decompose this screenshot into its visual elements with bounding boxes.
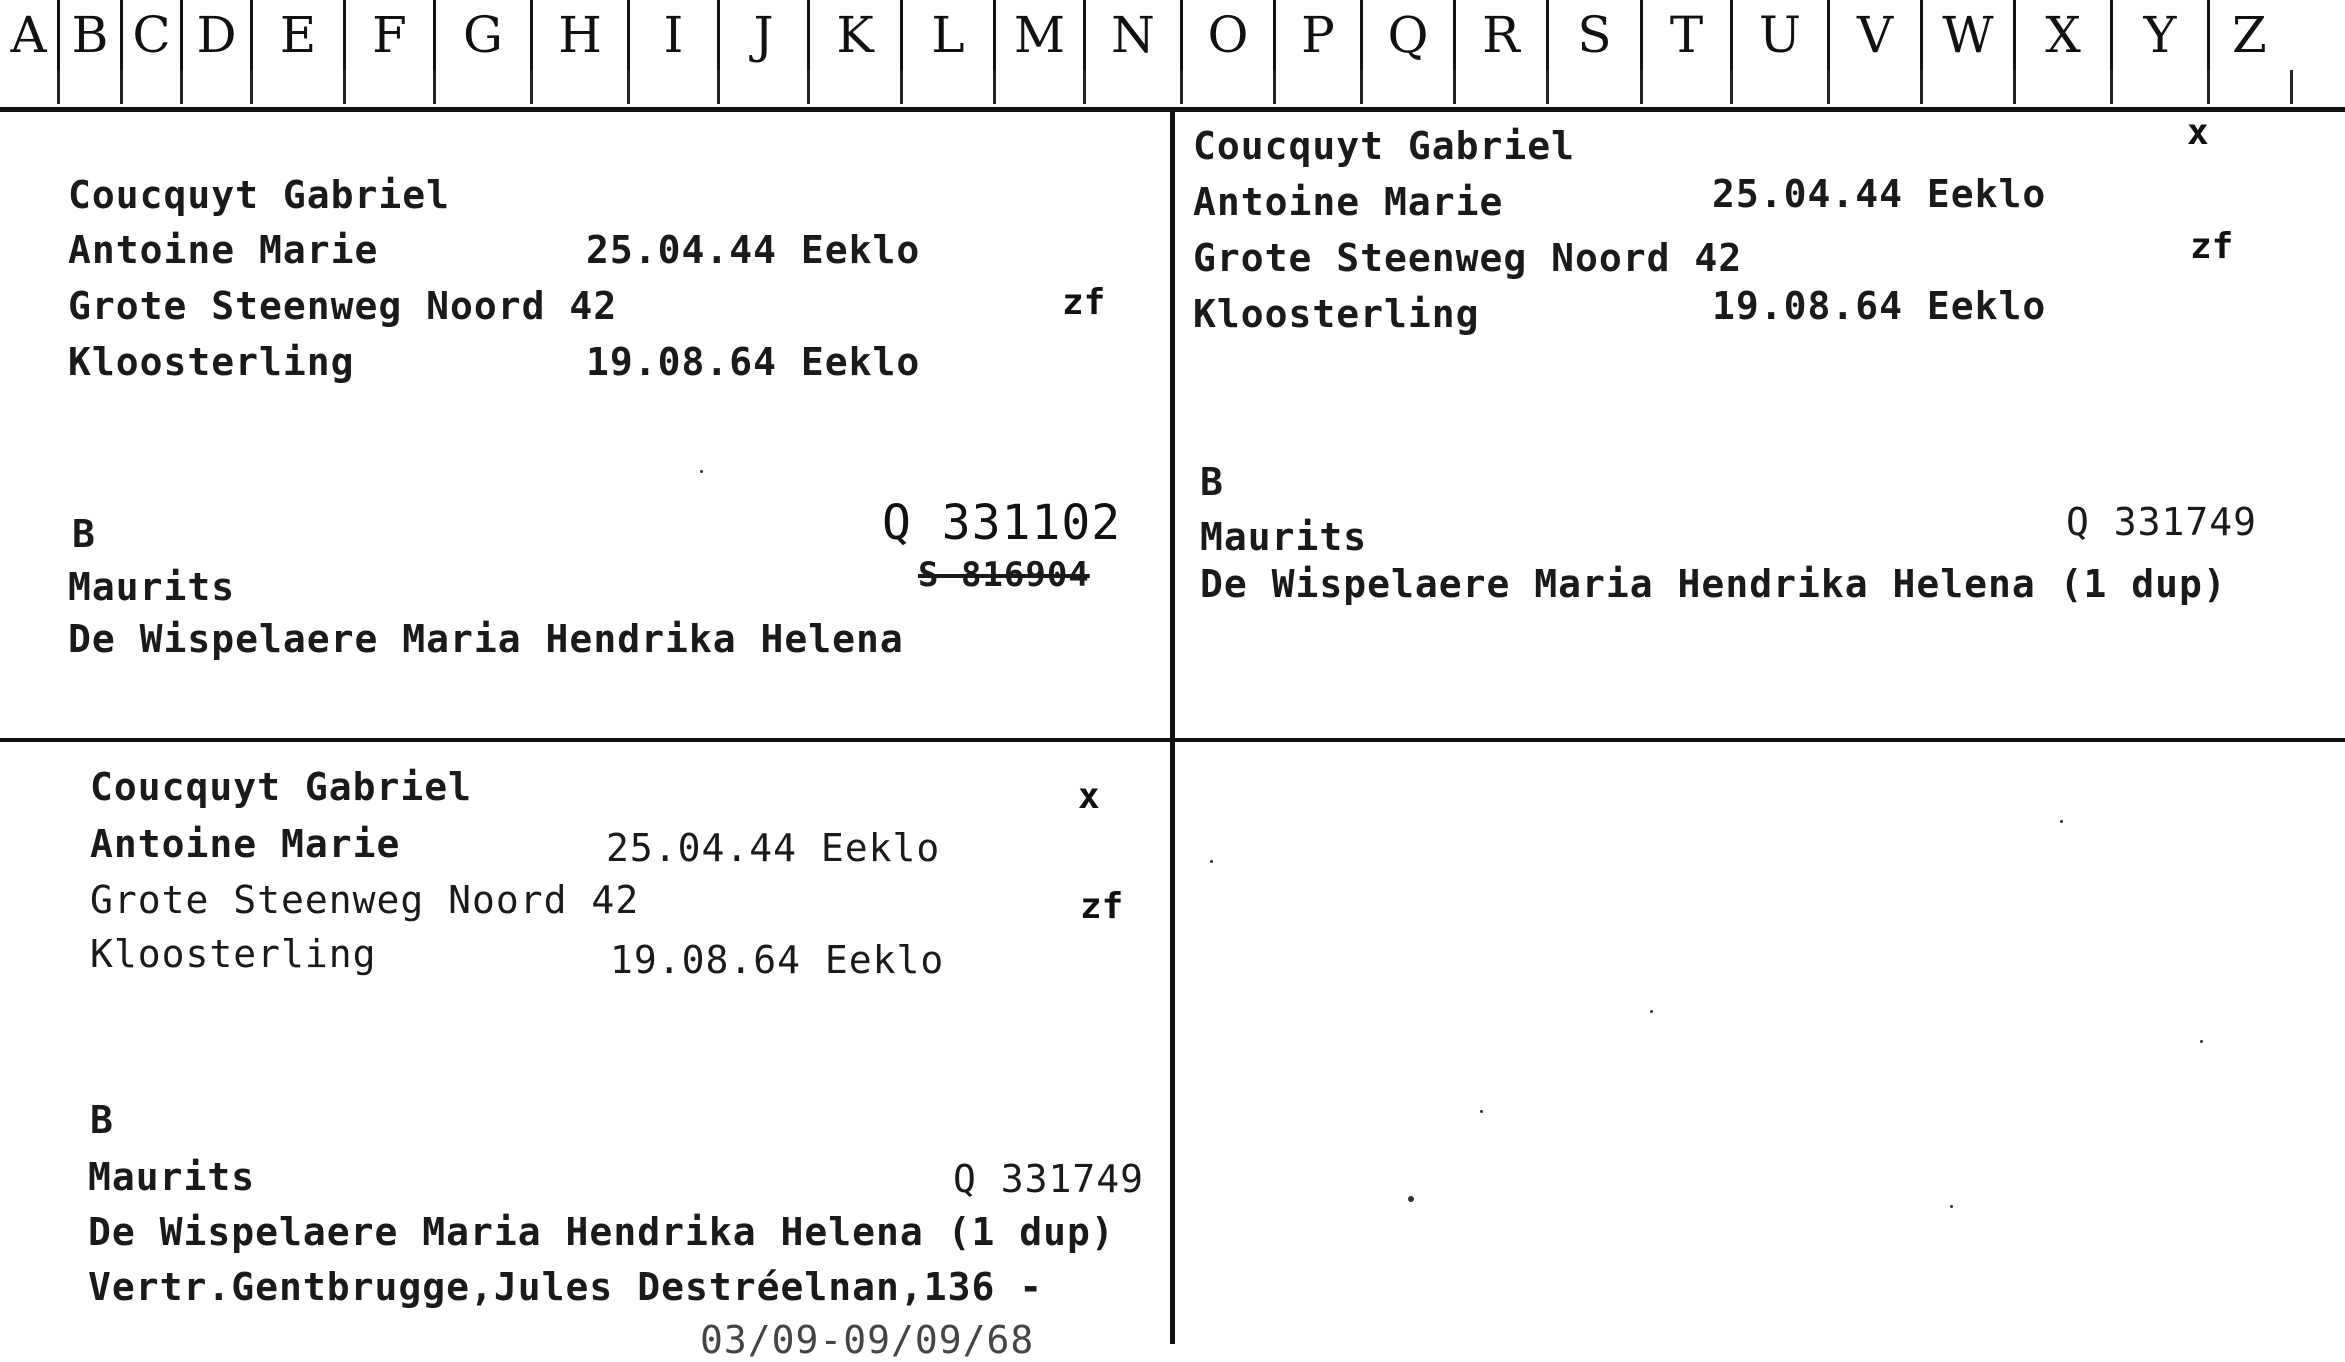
- card-given-names: Antoine Marie: [68, 228, 379, 272]
- card-occupation: Kloosterling: [68, 340, 355, 384]
- ruler-tick: [627, 70, 630, 104]
- letter-z: Z: [2207, 0, 2345, 70]
- letter-g: G: [433, 0, 530, 70]
- scan-speck: [700, 470, 703, 473]
- card-code: zf: [1080, 886, 1124, 927]
- card-mother: De Wispelaere Maria Hendrika Helena: [68, 617, 904, 661]
- scan-speck: [2060, 820, 2063, 823]
- ruler-tick: [900, 70, 903, 104]
- ruler-tick: [180, 70, 183, 104]
- letter-w: W: [1920, 0, 2013, 70]
- ruler-tick: [1180, 70, 1183, 104]
- card-occupation: Kloosterling: [90, 932, 377, 976]
- ruler-tick: [433, 70, 436, 104]
- letter-y: Y: [2110, 0, 2207, 70]
- ruler-tick: [1273, 70, 1276, 104]
- card-birth: 25.04.44 Eeklo: [1712, 172, 2047, 216]
- letter-q: Q: [1360, 0, 1453, 70]
- ruler-tick: [2013, 70, 2016, 104]
- letter-s: S: [1546, 0, 1640, 70]
- card-letter: B: [90, 1098, 114, 1142]
- ruler-tick: [2290, 70, 2293, 104]
- letter-h: H: [530, 0, 627, 70]
- scan-speck: [1210, 860, 1213, 863]
- card-street: Grote Steenweg Noord 42: [90, 878, 640, 922]
- card-representative: Vertr.Gentbrugge,Jules Destréelnan,136 -: [88, 1265, 1044, 1309]
- letter-p: P: [1273, 0, 1360, 70]
- card-birth: 25.04.44 Eeklo: [586, 228, 921, 272]
- ruler-tick: [1640, 70, 1643, 104]
- card-mother: De Wispelaere Maria Hendrika Helena (1 dup): [88, 1210, 1115, 1254]
- ruler-tick: [807, 70, 810, 104]
- ruler-tick: [530, 70, 533, 104]
- letter-e: E: [250, 0, 343, 70]
- card-given-names: Antoine Marie: [1193, 180, 1504, 224]
- scan-speck: [2200, 1040, 2203, 1043]
- scan-speck: [1950, 1205, 1953, 1208]
- ruler-tick: [1920, 70, 1923, 104]
- letter-i: I: [627, 0, 717, 70]
- letter-o: O: [1180, 0, 1273, 70]
- card-occupation: Kloosterling: [1193, 292, 1480, 336]
- card-street: Grote Steenweg Noord 42: [1193, 236, 1743, 280]
- card-horizontal-divider-right: [1174, 738, 2345, 742]
- card-letter: B: [1200, 460, 1224, 504]
- card-surname: Coucquyt Gabriel: [90, 765, 473, 809]
- letter-t: T: [1640, 0, 1730, 70]
- card-street: Grote Steenweg Noord 42: [68, 284, 618, 328]
- card-date2: 19.08.64 Eeklo: [586, 340, 921, 384]
- card-father: Maurits: [88, 1155, 256, 1199]
- card-phone-partial: 03/09-09/09/68: [700, 1318, 1035, 1362]
- card-code: zf: [1062, 282, 1106, 323]
- card-father: Maurits: [1200, 515, 1368, 559]
- alphabet-index-ruler: [0, 0, 2345, 112]
- card-number: Q 331102: [882, 495, 1122, 551]
- card-horizontal-divider-left: [0, 738, 1172, 742]
- ruler-tick: [1453, 70, 1456, 104]
- card-surname: Coucquyt Gabriel: [68, 173, 451, 217]
- letter-l: L: [900, 0, 993, 70]
- letter-u: U: [1730, 0, 1827, 70]
- card-number: Q 331749: [953, 1157, 1145, 1201]
- letter-v: V: [1827, 0, 1920, 70]
- letter-n: N: [1083, 0, 1180, 70]
- ruler-tick: [120, 70, 123, 104]
- letter-f: F: [343, 0, 433, 70]
- letter-a: A: [10, 6, 47, 64]
- letter-k: K: [807, 0, 900, 70]
- letter-j: J: [717, 0, 807, 70]
- card-mother: De Wispelaere Maria Hendrika Helena (1 dup): [1200, 562, 2227, 606]
- card-father: Maurits: [68, 565, 236, 609]
- letter-x: X: [2013, 0, 2110, 70]
- card-birth: 25.04.44 Eeklo: [606, 826, 941, 870]
- ruler-tick: [1730, 70, 1733, 104]
- card-number: Q 331749: [2066, 500, 2258, 544]
- scan-speck: [1480, 1110, 1483, 1113]
- ruler-tick: [1827, 70, 1830, 104]
- card-mark-x: x: [1078, 776, 1100, 817]
- card-code: zf: [2190, 226, 2234, 267]
- ruler-tick: [250, 70, 253, 104]
- letter-b: B: [57, 0, 120, 70]
- ruler-tick: [2207, 70, 2210, 104]
- card-letter: B: [72, 512, 96, 556]
- card-mark-x: x: [2187, 112, 2209, 153]
- card-surname: Coucquyt Gabriel: [1193, 124, 1576, 168]
- ruler-tick: [717, 70, 720, 104]
- ruler-tick: [1083, 70, 1086, 104]
- ruler-tick: [1546, 70, 1549, 104]
- letter-d: D: [180, 0, 250, 70]
- card-date2: 19.08.64 Eeklo: [610, 938, 945, 982]
- letter-m: M: [993, 0, 1083, 70]
- ruler-tick: [993, 70, 996, 104]
- ruler-tick: [57, 70, 60, 104]
- card-struck-number: S 816904: [918, 555, 1090, 595]
- letter-r: R: [1453, 0, 1546, 70]
- card-vertical-divider: [1170, 112, 1175, 1344]
- ruler-tick: [1360, 70, 1363, 104]
- card-given-names: Antoine Marie: [90, 822, 401, 866]
- letter-c: C: [120, 0, 180, 70]
- card-date2: 19.08.64 Eeklo: [1712, 284, 2047, 328]
- scan-speck: [1408, 1196, 1414, 1202]
- scan-speck: [1650, 1010, 1653, 1013]
- ruler-tick: [2110, 70, 2113, 104]
- ruler-tick: [343, 70, 346, 104]
